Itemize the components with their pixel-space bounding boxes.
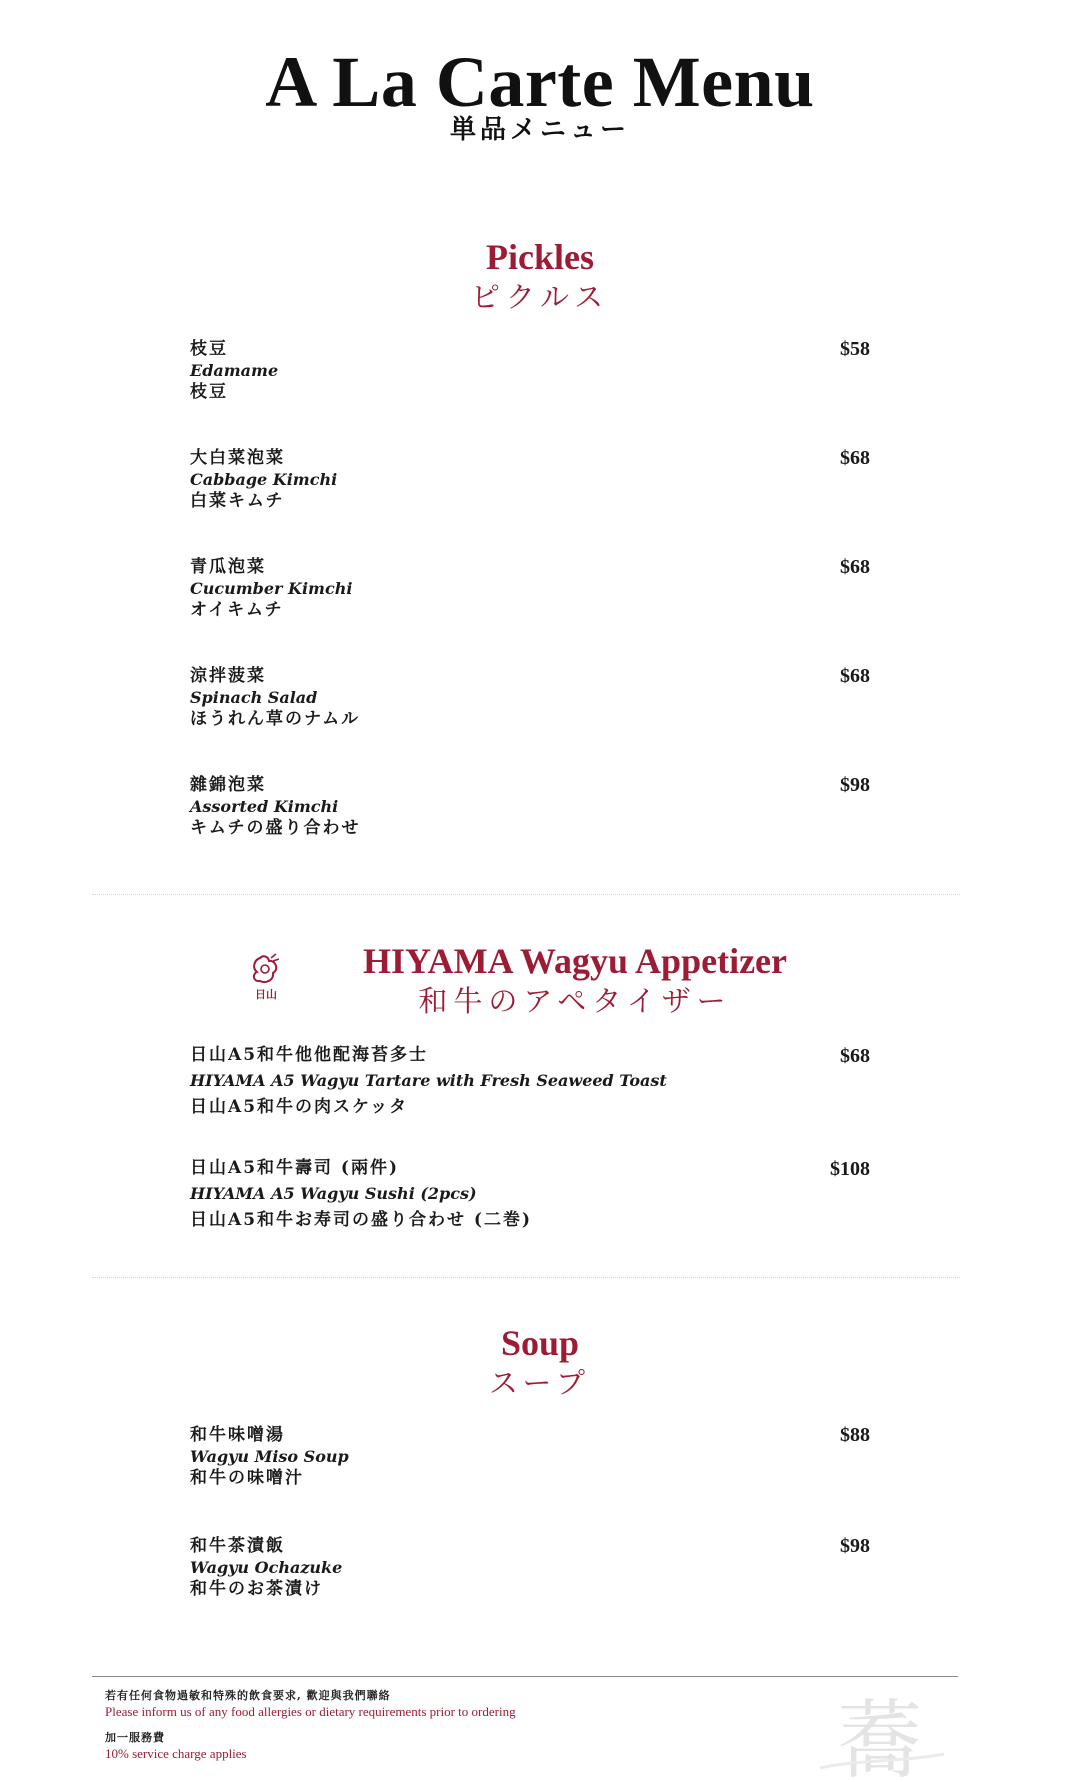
brand-watermark <box>812 1690 952 1782</box>
menu-item <box>190 1155 870 1233</box>
item-name-ja: ほうれん草のナムル <box>190 709 361 729</box>
item-name-zh: 日山A5和牛壽司 (兩件) <box>190 1158 400 1178</box>
item-name-zh: 涼拌菠菜 <box>190 666 266 686</box>
item-name-en: Spinach Salad <box>190 688 318 707</box>
menu-item <box>190 555 870 622</box>
item-name-zh: 大白菜泡菜 <box>190 448 285 468</box>
item-name-en: Assorted Kimchi <box>190 797 339 816</box>
service-charge-zh: 加一服務費 <box>105 1731 165 1744</box>
section-title-en: Soup <box>500 1323 580 1363</box>
section-title-en: HIYAMA Wagyu Appetizer <box>362 941 788 981</box>
item-name-en: Edamame <box>190 361 279 380</box>
section-title-jp: 和牛のアペタイザー <box>418 984 732 1018</box>
item-name-zh: 和牛味噌湯 <box>190 1425 285 1445</box>
logo-text: 日山 <box>255 988 277 1001</box>
section-title-en: Pickles <box>486 237 594 277</box>
item-price: $98 <box>840 774 870 796</box>
section-title-jp: ピクルス <box>470 280 610 314</box>
item-name-ja: オイキムチ <box>190 600 284 620</box>
item-name-ja: 日山A5和牛の肉スケッタ <box>190 1097 409 1117</box>
item-name-zh: 和牛茶漬飯 <box>190 1536 285 1556</box>
section-divider <box>92 1277 960 1278</box>
menu-subtitle: 単品メニュー <box>449 115 630 145</box>
item-price: $58 <box>840 338 870 360</box>
menu-title: A La Carte Menu <box>265 42 815 122</box>
menu-item <box>190 337 870 404</box>
allergy-note-zh: 若有任何食物過敏和特殊的飲食要求, 歡迎與我們聯絡 <box>105 1689 391 1702</box>
item-name-en: Wagyu Miso Soup <box>190 1447 349 1466</box>
item-name-zh: 雜錦泡菜 <box>190 775 266 795</box>
item-name-ja: 和牛のお茶漬け <box>190 1579 323 1599</box>
item-price: $68 <box>840 665 870 687</box>
menu-item <box>190 1042 870 1120</box>
menu-item <box>190 773 870 840</box>
item-name-zh: 青瓜泡菜 <box>190 557 266 577</box>
item-price: $68 <box>840 556 870 578</box>
item-price: $88 <box>840 1424 870 1446</box>
item-name-ja: キムチの盛り合わせ <box>190 818 361 838</box>
section-title-jp: スープ <box>488 1366 592 1400</box>
item-name-ja: 和牛の味噌汁 <box>190 1468 304 1488</box>
footer-divider <box>92 1676 958 1677</box>
item-name-zh: 枝豆 <box>190 339 228 359</box>
item-price: $68 <box>840 447 870 469</box>
section-header-soup <box>0 1322 1080 1402</box>
allergy-note-en: Please inform us of any food allergies or dietary requirements prior to ordering <box>105 1704 516 1719</box>
menu-item <box>190 1534 870 1601</box>
menu-item <box>190 664 870 731</box>
item-price: $98 <box>840 1535 870 1557</box>
item-name-zh: 日山A5和牛他他配海苔多士 <box>190 1045 429 1065</box>
item-name-ja: 白菜キムチ <box>190 491 285 511</box>
item-price: $68 <box>840 1045 870 1067</box>
item-name-en: Cucumber Kimchi <box>190 579 353 598</box>
section-header-wagyu-appetizer <box>70 940 1080 1020</box>
item-name-ja: 枝豆 <box>190 382 228 402</box>
section-divider <box>92 894 960 895</box>
section-header-pickles <box>0 236 1080 316</box>
item-name-en: Wagyu Ochazuke <box>190 1558 343 1577</box>
service-charge-en: 10% service charge applies <box>105 1746 247 1761</box>
menu-item <box>190 1423 870 1490</box>
item-name-ja: 日山A5和牛お寿司の盛り合わせ (二巻) <box>190 1210 533 1230</box>
item-name-en: Cabbage Kimchi <box>190 470 338 489</box>
item-name-en: HIYAMA A5 Wagyu Tartare with Fresh Seaweed Toast <box>190 1071 667 1090</box>
watermark-glyph: 蕎 <box>837 1691 923 1782</box>
menu-item <box>190 446 870 513</box>
item-name-en: HIYAMA A5 Wagyu Sushi (2pcs) <box>190 1184 477 1203</box>
item-price: $108 <box>830 1158 870 1180</box>
